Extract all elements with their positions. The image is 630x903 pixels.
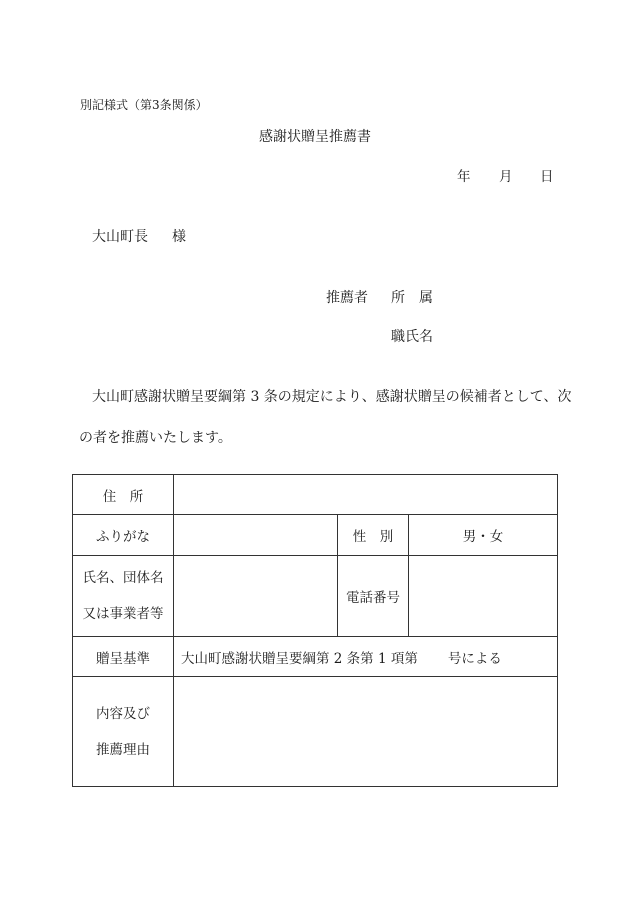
basis-field[interactable] — [174, 637, 558, 677]
furigana-row — [73, 515, 558, 556]
nominator-label: 推薦者 — [326, 290, 368, 306]
basis-text: 大山町感謝状贈呈要綱第 2 条第 1 項第 — [181, 650, 418, 667]
reason-field[interactable] — [174, 677, 558, 787]
form-reference: 別記様式（第3条関係） — [80, 98, 208, 112]
date-month-label: 月 — [499, 169, 513, 185]
address-row — [73, 475, 558, 515]
basis-label: 贈呈基準 — [73, 637, 174, 677]
name-row — [73, 556, 558, 637]
date-day-label: 日 — [540, 169, 554, 185]
reason-label-line1: 内容及び — [96, 705, 150, 722]
address-label: 住 所 — [73, 475, 174, 515]
name-field[interactable] — [174, 556, 338, 637]
address-field[interactable] — [174, 475, 558, 515]
basis-suffix: 号による — [447, 650, 502, 667]
reason-label-line2: 推薦理由 — [96, 741, 150, 758]
body-text-line2: の者を推薦いたします。 — [79, 430, 232, 446]
gender-options[interactable]: 男・女 — [409, 515, 558, 556]
furigana-label: ふりがな — [73, 515, 174, 556]
gender-label: 性 別 — [338, 515, 409, 556]
furigana-field[interactable] — [174, 515, 338, 556]
name-label-line2: 又は事業者等 — [82, 606, 164, 622]
reason-row — [73, 677, 558, 787]
date-year-label: 年 — [457, 169, 471, 185]
body-text-line1: 大山町感謝状贈呈要綱第 3 条の規定により、感謝状贈呈の候補者として、次 — [92, 389, 572, 405]
basis-row — [73, 637, 558, 677]
name-label — [73, 556, 174, 637]
phone-label: 電話番号 — [338, 556, 409, 637]
addressee-honorific: 様 — [172, 229, 186, 245]
reason-label — [73, 677, 174, 787]
phone-field[interactable] — [409, 556, 558, 637]
addressee-name: 大山町長 — [92, 229, 148, 245]
position-name-label: 職氏名 — [391, 329, 433, 345]
document-title: 感謝状贈呈推薦書 — [259, 129, 371, 145]
affiliation-label: 所 属 — [391, 290, 433, 306]
name-label-line1: 氏名、団体名 — [82, 570, 164, 586]
recommendation-form-table — [72, 474, 558, 787]
